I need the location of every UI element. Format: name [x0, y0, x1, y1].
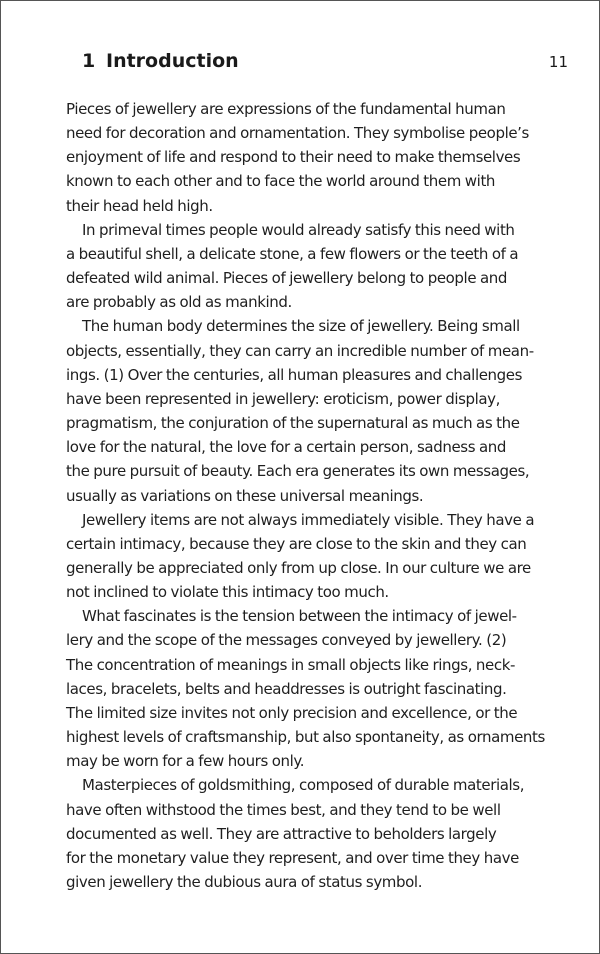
text-line: Jewellery items are not always immediately visible. They have a — [82, 510, 535, 529]
text-line: documented as well. They are attractive to beholders largely — [66, 824, 497, 843]
text-line: enjoyment of life and respond to their need to make themselves — [66, 148, 521, 167]
text-line: What fascinates is the tension between the intimacy of jewel- — [82, 607, 517, 626]
text-line: for the monetary value they represent, and over time they have — [66, 848, 519, 867]
text-line: are probably as old as mankind. — [66, 293, 292, 312]
text-line: The concentration of meanings in small objects like rings, neck- — [66, 655, 516, 674]
text-line: certain intimacy, because they are close to the skin and they can — [66, 534, 527, 553]
text-line: highest levels of craftsmanship, but also spontaneity, as ornaments — [66, 728, 545, 747]
text-line: a beautiful shell, a delicate stone, a few flowers or the teeth of a — [66, 244, 519, 263]
text-line: their head held high. — [66, 196, 213, 215]
text-line: In primeval times people would already satisfy this need with — [82, 220, 515, 239]
text-line: known to each other and to face the world around them with — [66, 172, 496, 191]
text-line: need for decoration and ornamentation. They symbolise people’s — [66, 124, 529, 143]
text-line: Masterpieces of goldsmithing, composed of durable materials, — [82, 776, 525, 795]
text-line: ings. (1) Over the centuries, all human pleasures and challenges — [66, 365, 523, 384]
text-line: may be worn for a few hours only. — [66, 752, 305, 771]
text-line: love for the natural, the love for a certain person, sadness and — [66, 438, 506, 457]
text-line: have been represented in jewellery: eroticism, power display, — [66, 389, 501, 408]
text-line: lery and the scope of the messages conveyed by jewellery. (2) — [66, 631, 507, 650]
text-line: usually as variations on these universal meanings. — [66, 486, 424, 505]
text-line: pragmatism, the conjuration of the supernatural as much as the — [66, 414, 520, 433]
text-line: generally be appreciated only from up close. In our culture we are — [66, 558, 531, 577]
text-line: Pieces of jewellery are expressions of the fundamental human — [66, 100, 506, 118]
text-line: the pure pursuit of beauty. Each era generates its own messages, — [66, 462, 530, 481]
text-line: have often withstood the times best, and they tend to be well — [66, 800, 501, 819]
text-line: defeated wild animal. Pieces of jewellery belong to people and — [66, 269, 508, 288]
chapter-number: 1 — [82, 50, 96, 72]
text-line: The limited size invites not only precision and excellence, or the — [66, 703, 518, 722]
text-line: given jewellery the dubious aura of status symbol. — [66, 873, 423, 891]
text-line: objects, essentially, they can carry an incredible number of mean- — [66, 341, 534, 360]
text-line: not inclined to violate this intimacy too much. — [66, 583, 389, 602]
body-text — [66, 97, 545, 894]
text-line: The human body determines the size of jewellery. Being small — [82, 317, 520, 336]
text-line: laces, bracelets, belts and headdresses is outright fascinating. — [66, 679, 507, 698]
chapter-heading — [82, 50, 239, 72]
chapter-title: Introduction — [106, 50, 239, 72]
page-number: 11 — [548, 53, 568, 71]
